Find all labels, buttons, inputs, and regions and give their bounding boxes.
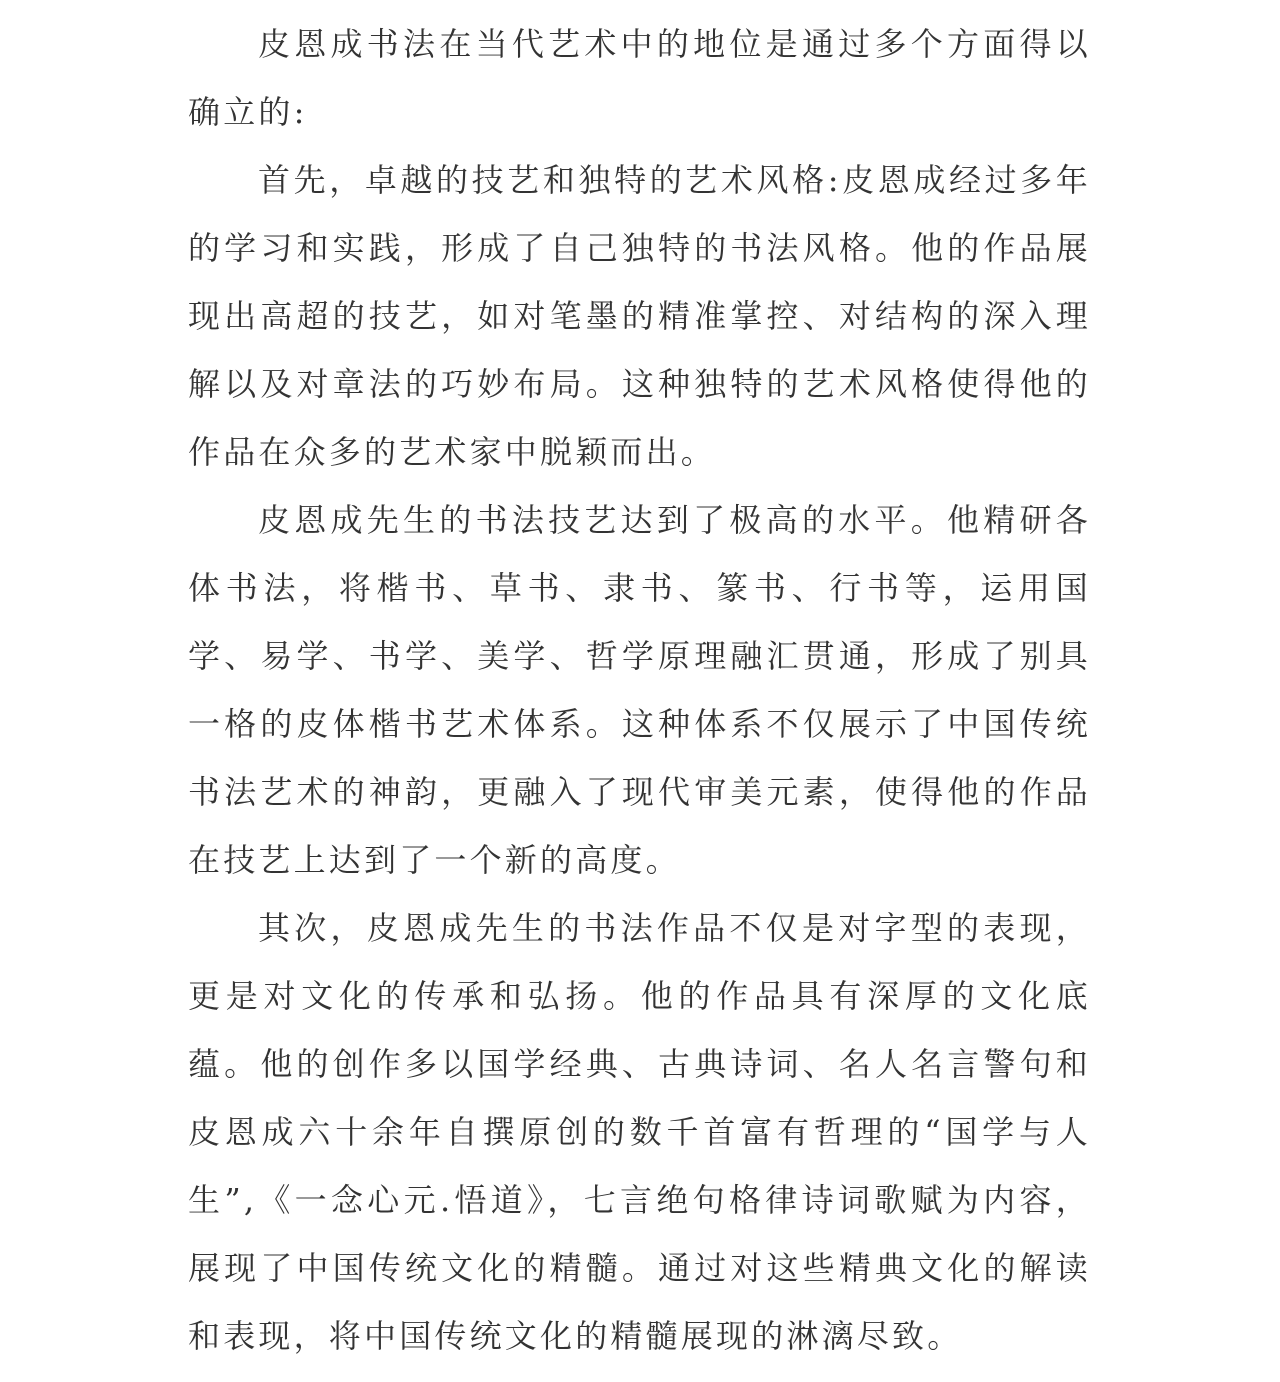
paragraph-skill-level: 皮恩成先生的书法技艺达到了极高的水平。他精研各体书法，将楷书、草书、隶书、篆书、行书等，运用国学、易学、书学、美学、哲学原理融汇贯通，形成了别具一格的皮体楷书艺术体系。这种体系不仅展示了中国传统书法艺术的神韵，更融入了现代审美元素，使得他的作品在技艺上达到了一个新的高度。 <box>188 501 1091 879</box>
paragraph-cultural-heritage: 其次，皮恩成先生的书法作品不仅是对字型的表现，更是对文化的传承和弘扬。他的作品具有深厚的文化底蕴。他的创作多以国学经典、古典诗词、名人名言警句和皮恩成六十余年自撰原创的数千首富有哲理的“国学与人生”,《一念心元.悟道》，七言绝句格律诗词歌赋为内容，展现了中国传统文化的精髓。通过对这些精典文化的解读和表现，将中国传统文化的精髓展现的淋漓尽致。 <box>188 909 1091 1355</box>
paragraph-intro: 皮恩成书法在当代艺术中的地位是通过多个方面得以确立的: <box>188 25 1091 131</box>
paragraph-artistic-style: 首先，卓越的技艺和独特的艺术风格:皮恩成经过多年的学习和实践，形成了自己独特的书法风格。他的作品展现出高超的技艺，如对笔墨的精准掌控、对结构的深入理解以及对章法的巧妙布局。这种独特的艺术风格使得他的作品在众多的艺术家中脱颖而出。 <box>188 161 1091 471</box>
article-body <box>188 10 1091 1370</box>
